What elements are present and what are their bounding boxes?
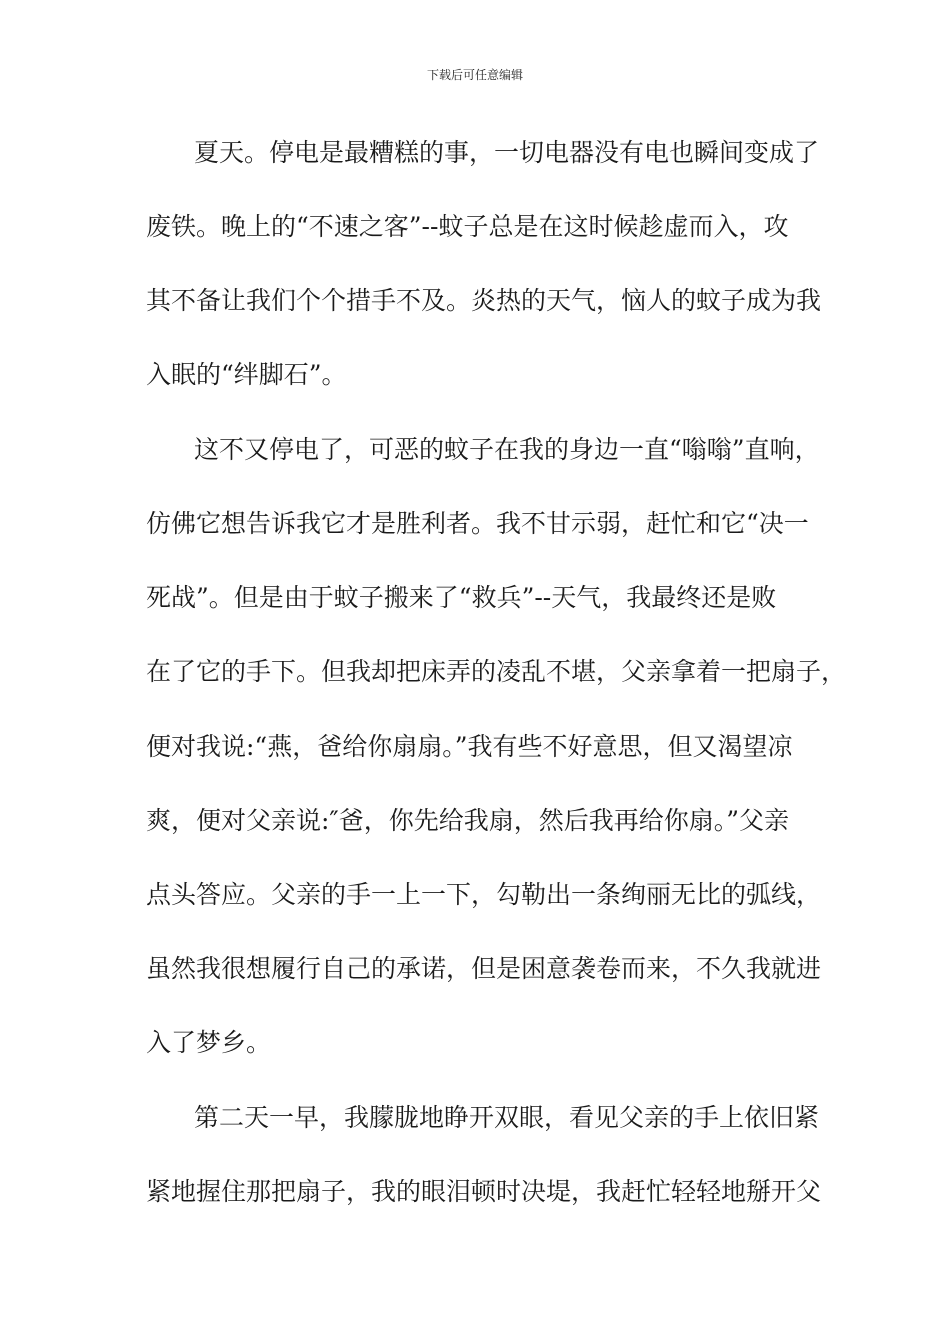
text-line: 紧地握住那把扇子，我的眼泪顿时决堤，我赶忙轻轻地掰开父 [146, 1177, 822, 1206]
text-line: 入眠的“绊脚石”。 [146, 360, 347, 389]
text-line: 便对我说:“燕，爸给你扇扇。”我有些不好意思，但又渴望凉 [146, 732, 793, 761]
text-line: 这不又停电了，可恶的蚊子在我的身边一直“嗡嗡”直响， [194, 435, 820, 464]
text-line: 在了它的手下。但我却把床弄的凌乱不堪，父亲拿着一把扇子， [146, 657, 847, 686]
text-line: 夏天。停电是最糟糕的事，一切电器没有电也瞬间变成了 [194, 138, 820, 167]
text-line: 废铁。晚上的“不速之客”--蚊子总是在这时候趁虚而入，攻 [146, 212, 789, 241]
text-line: 死战”。但是由于蚊子搬来了“救兵”--天气，我最终还是败 [146, 583, 777, 612]
text-line: 爽，便对父亲说:″爸，你先给我扇，然后我再给你扇。”父亲 [146, 806, 790, 835]
text-line: 虽然我很想履行自己的承诺，但是困意袭卷而来，不久我就进 [146, 954, 822, 983]
text-line: 第二天一早，我朦胧地睁开双眼，看见父亲的手上依旧紧 [194, 1103, 820, 1132]
page-header: 下载后可任意编辑 [426, 68, 523, 82]
text-line: 入了梦乡。 [146, 1028, 272, 1057]
text-line: 仿佛它想告诉我它才是胜利者。我不甘示弱，赶忙和它“决一 [146, 509, 809, 538]
text-line: 其不备让我们个个措手不及。炎热的天气，恼人的蚊子成为我 [146, 286, 822, 315]
text-line: 点头答应。父亲的手一上一下，勾勒出一条绚丽无比的弧线， [146, 880, 822, 909]
